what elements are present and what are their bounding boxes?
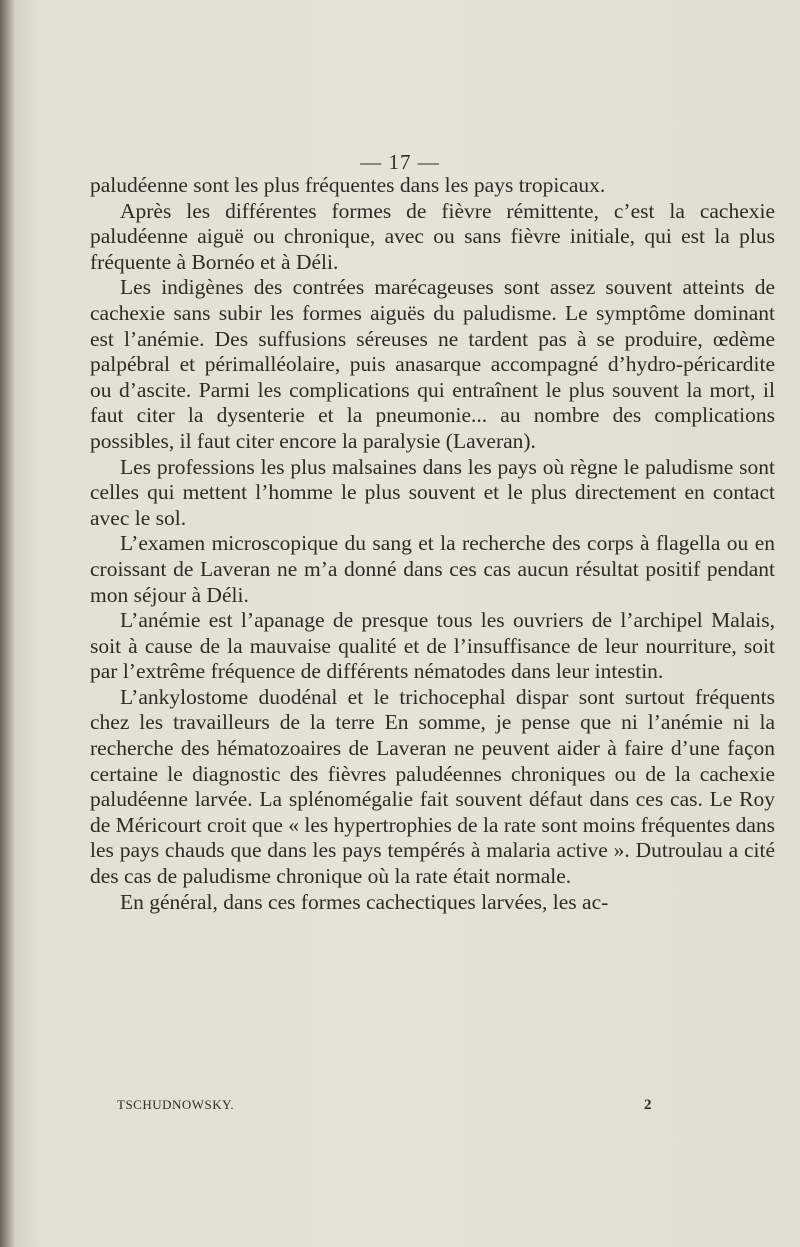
paragraph-1: paludéenne sont les plus fréquentes dans les pays tropicaux.	[90, 173, 606, 197]
paragraph-2: Après les différentes formes de fièvre rémittente, c’est la cachexie paludéenne aiguë ou chronique, avec ou sans fièvre initiale, qui est la plus fréquente à Bornéo et à Déli.	[90, 198, 775, 274]
page-number: — 17 —	[360, 150, 440, 174]
body-text	[90, 173, 775, 915]
page-footer	[117, 1097, 652, 1114]
paragraph-3: Les indigènes des contrées marécageuses sont assez souvent atteints de cachexie sans subir les formes aiguës du paludisme. Le symptôme dominant est l’anémie. Des suffusions séreuses ne tardent pas à se produire, œdème palpébral et périmalléolaire, puis anasarque accompagné d’hydro-péricardite ou d’ascite. Parmi les complications qui entraînent le plus souvent la mort, il faut citer la dysenterie et la pneumonie... au nombre des complications possibles, il faut citer encore la paralysie (Laveran).	[90, 275, 775, 453]
signature-mark: 2	[644, 1097, 652, 1113]
paragraph-8: En général, dans ces formes cachectiques larvées, les ac-	[120, 889, 609, 914]
paragraph-7: L’ankylostome duodénal et le trichocephal dispar sont surtout fréquents chez les travailleurs de la terre En somme, je pense que ni l’anémie ni la recherche des hématozoaires de Laveran ne peuvent aider à faire d’une façon certaine le diagnostic des fièvres paludéennes chroniques ou de la cachexie paludéenne larvée. La splénomégalie fait souvent défaut dans ces cas. Le Roy de Méricourt croit que « les hypertrophies de la rate sont moins fréquentes dans les pays chauds que dans les pays tempérés à malaria active ». Dutroulau a cité des cas de paludisme chronique où la rate était normale.	[90, 684, 775, 889]
book-binding-edge	[0, 0, 14, 1247]
footer-author: TSCHUDNOWSKY.	[117, 1097, 235, 1112]
paragraph-6: L’anémie est l’apanage de presque tous les ouvriers de l’archipel Malais, soit à cause de la mauvaise qualité et de l’insuffisance de leur nourriture, soit par l’extrême fréquence de différents nématodes dans leur intestin.	[90, 608, 775, 684]
paragraph-5: L’examen microscopique du sang et la recherche des corps à flagella ou en croissant de Laveran ne m’a donné dans ces cas aucun résultat positif pendant mon séjour à Déli.	[90, 531, 775, 607]
paragraph-4: Les professions les plus malsaines dans les pays où règne le paludisme sont celles qui mettent l’homme le plus souvent et le plus directement en contact avec le sol.	[90, 454, 775, 530]
